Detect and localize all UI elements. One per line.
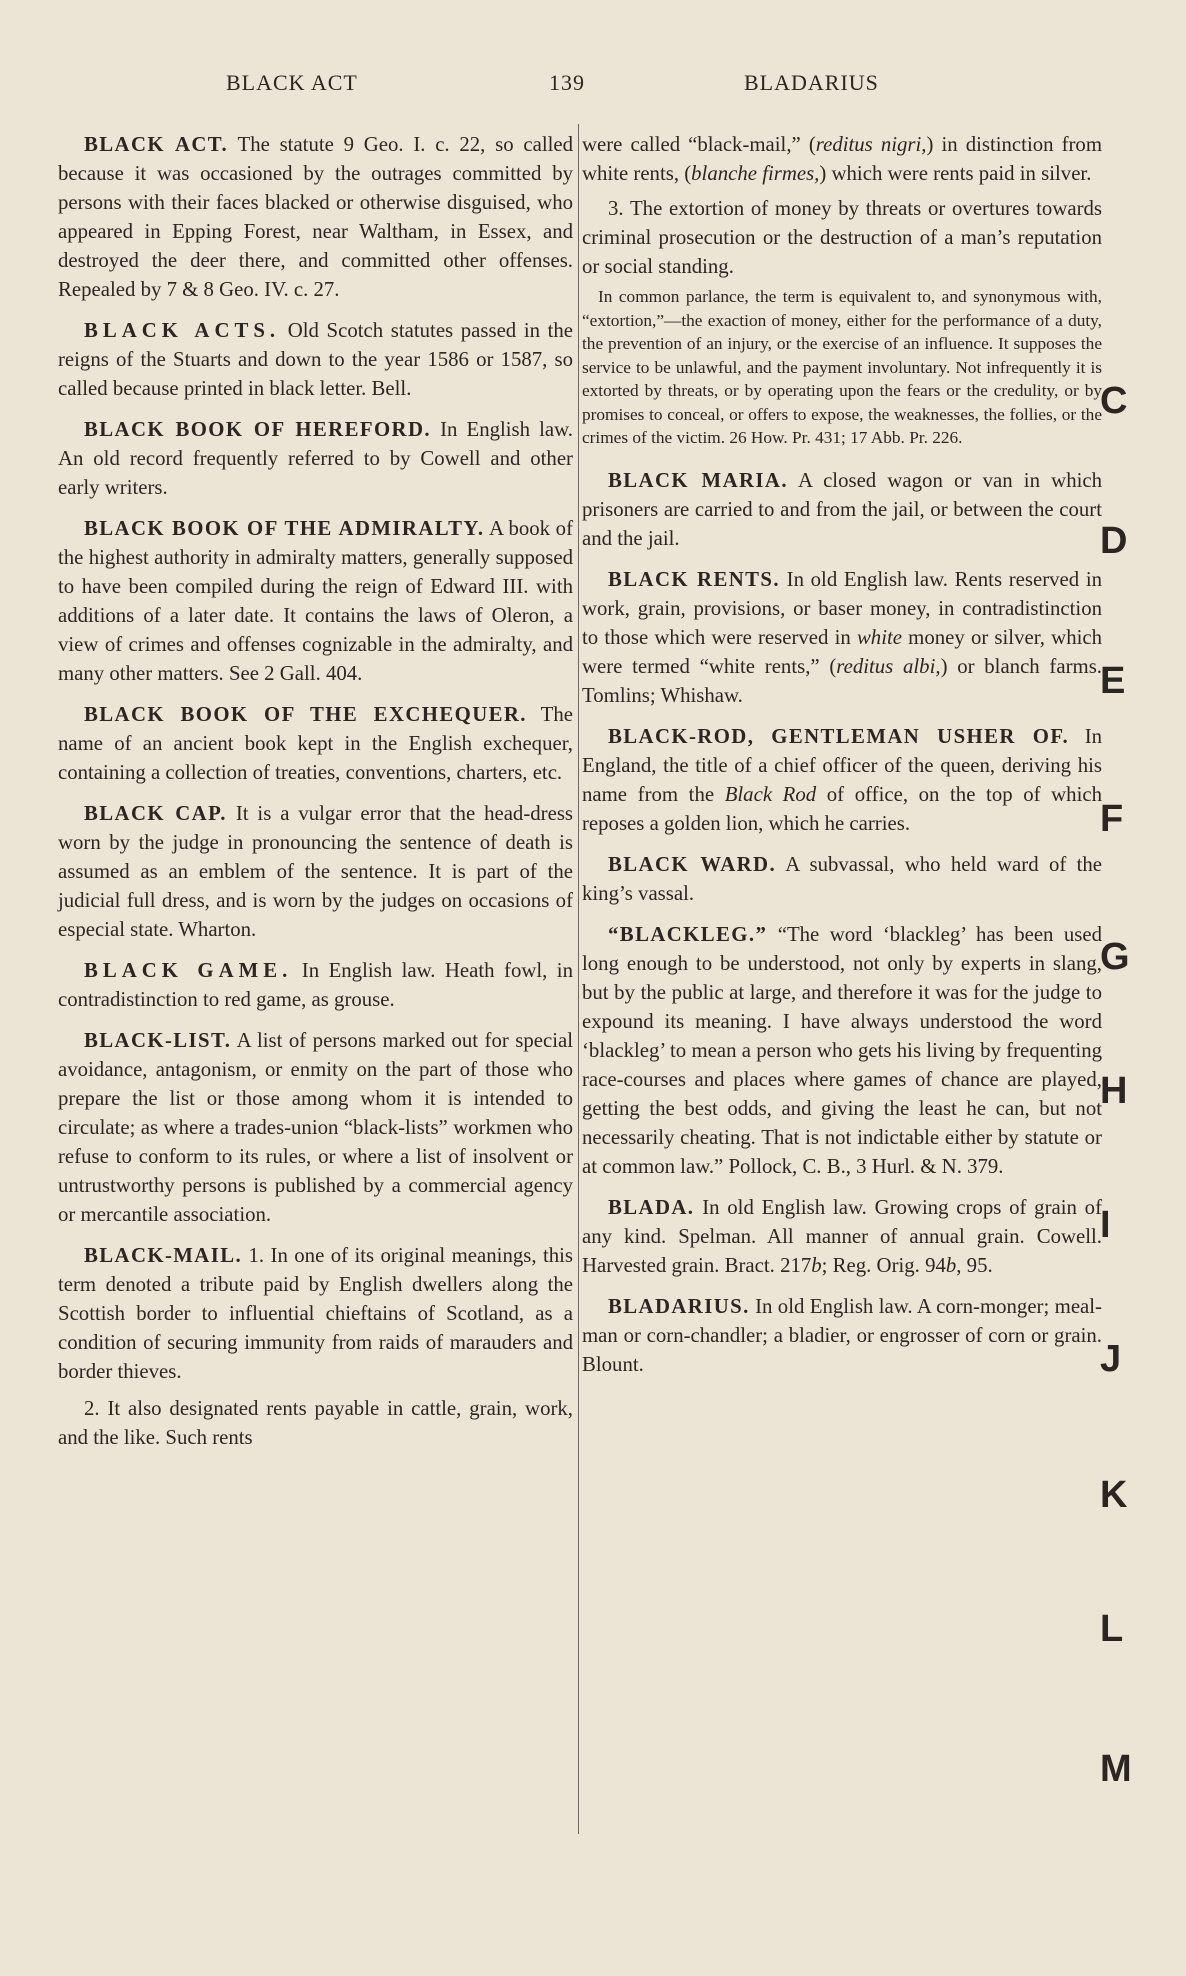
thumb-index-e: E [1100, 660, 1126, 702]
right-column [582, 130, 1102, 1391]
headword: “BLACKLEG.” [608, 922, 768, 946]
italic-term: reditus nigri, [815, 133, 927, 156]
entry-black-book-hereford [58, 415, 573, 502]
definition: The statute 9 Geo. I. c. 22, so called because it was occasioned by the outrages committed by persons with their faces blacked or otherwise disguised, who appeared in Epping Forest, near Waltham, in Essex, and destroyed the deer there, and committed other offenses. Repealed by 7 & 8 Geo. IV. c. 27. [58, 133, 573, 301]
thumb-index-c: C [1100, 380, 1128, 422]
italic-term: blanche firmes, [691, 162, 820, 185]
headword: BLACK ACTS. [84, 319, 281, 342]
definition: A closed wagon or van in which prisoners are carried to and from the jail, or between the court and the jail. [582, 468, 1102, 550]
definition: In English law. Heath fowl, in contradistinction to red game, as grouse. [58, 959, 573, 1011]
thumb-index-i: I [1100, 1204, 1111, 1246]
text: ) in distinction from white rents, ( [582, 133, 1103, 185]
thumb-index-h: H [1100, 1070, 1128, 1112]
running-head-left: BLACK ACT [226, 70, 358, 95]
headword: BLADA. [608, 1195, 695, 1219]
entry-black-ward [582, 850, 1102, 908]
entry-black-mail-point-2 [58, 1394, 573, 1452]
headword: BLACK-LIST. [84, 1029, 232, 1052]
definition: In old English law. Rents reserved in work, grain, provisions, or baser money, in contradistinction to those which were reserved in [582, 567, 1102, 649]
definition: Old Scotch statutes passed in the reigns of the Stuarts and down to the year 1586 or 1587, so called because printed in black letter. Bell. [58, 319, 574, 400]
column-rule [578, 124, 579, 1834]
text: were called “black-mail,” ( [582, 133, 816, 156]
left-column [58, 130, 573, 1460]
entry-black-rod [582, 722, 1102, 838]
definition: A list of persons marked out for special avoidance, antagonism, or enmity on the part of those who prepare the list or those among whom it is intended to circulate; as where a trades-union “black-lists” workmen who refuse to conform to its rules, or where a list of insolvent or untrustworthy persons is published by a commercial agency or mercantile association. [58, 1029, 573, 1226]
entry-black-mail [58, 1241, 573, 1386]
black-mail-point-3 [582, 194, 1102, 281]
entry-blada [582, 1193, 1102, 1280]
entry-blackleg [582, 920, 1102, 1181]
italic-term: white [856, 625, 902, 649]
headword: BLACK GAME. [84, 959, 293, 982]
entry-black-game [58, 956, 573, 1014]
entry-black-rents [582, 565, 1102, 710]
italic-term: b [945, 1253, 957, 1277]
italic-term: reditus albi, [836, 654, 941, 678]
definition: A subvassal, who held ward of the king’s vassal. [582, 852, 1103, 905]
entry-black-book-exchequer [58, 700, 573, 787]
definition: It is a vulgar error that the head-dress worn by the judge in pronouncing the sentence of death is assumed as an emblem of the sentence. It is part of the judicial full dress, and is worn by the judges on occasions of especial state. Wharton. [58, 802, 573, 941]
headword: BLACK MARIA. [608, 468, 788, 492]
entry-black-maria [582, 466, 1102, 553]
headword: BLACK BOOK OF THE EXCHEQUER. [84, 703, 527, 726]
definition: A book of the highest authority in admiralty matters, generally supposed to have been compiled during the reign of Edward III. with additions of a later date. It contains the laws of Oleron, a view of crimes and offenses cognizable in the admiralty, and many other matters. See 2 Gall. 404. [58, 517, 573, 685]
headword: BLACK WARD. [608, 852, 777, 876]
definition: ) or blanch farms. Tomlins; Whishaw. [582, 654, 1102, 707]
thumb-index-f: F [1100, 798, 1124, 840]
note-text: In common parlance, the term is equivalent to, and synonymous with, “extortion,”—the exaction of money, either for the performance of a duty, the prevention of an injury, or the exercise of an influence. It supposes the service to be unlawful, and the payment involuntary. Not infrequently it is extorted by threats, or by operating upon the fears or the credulity, or by promises to conceal, or offers to expose, the weaknesses, the follies, or the crimes of the victim. 26 How. Pr. 431; 17 Abb. Pr. 226. [582, 287, 1102, 447]
headword: BLACK CAP. [84, 802, 227, 825]
thumb-index-k: K [1100, 1474, 1128, 1516]
italic-term: b [811, 1253, 822, 1277]
thumb-index-j: J [1100, 1338, 1122, 1380]
thumb-index-l: L [1100, 1608, 1124, 1650]
definition: The name of an ancient book kept in the English exchequer, containing a collection of treaties, conventions, charters, etc. [58, 703, 574, 784]
entry-bladarius [582, 1292, 1102, 1379]
definition: 3. The extortion of money by threats or overtures towards criminal prosecution or the destruction of a man’s reputation or social standing. [582, 197, 1102, 278]
definition: , 95. [956, 1253, 993, 1277]
definition: 2. It also designated rents payable in cattle, grain, work, and the like. Such rents [58, 1397, 573, 1449]
definition: In English law. An old record frequently referred to by Cowell and other early writers. [58, 418, 573, 499]
headword: BLADARIUS. [608, 1294, 750, 1318]
black-mail-note [582, 285, 1102, 450]
thumb-index-g: G [1100, 936, 1130, 978]
headword: BLACK BOOK OF HEREFORD. [84, 418, 431, 441]
headword: BLACK ACT. [84, 133, 229, 156]
text: ) which were rents paid in silver. [819, 162, 1092, 185]
entry-black-book-admiralty [58, 514, 573, 688]
entry-black-list [58, 1026, 573, 1229]
entry-black-cap [58, 799, 573, 944]
headword: BLACK RENTS. [608, 567, 780, 591]
thumb-index-d: D [1100, 520, 1128, 562]
black-mail-continuation [582, 130, 1102, 188]
definition: money or silver, which were termed “white rents,” ( [582, 625, 1102, 678]
entry-black-act [58, 130, 573, 304]
page-number: 139 [549, 70, 585, 95]
italic-term: Black Rod [724, 782, 817, 806]
definition: “The word ‘blackleg’ has been used long enough to be understood, not only by experts in slang, but by the public at large, and therefore it was for the judge to expound its meaning. I have always understood the word ‘blackleg’ to mean a person who gets his living by frequenting race-courses and places where games of chance are played, getting the best odds, and giving the least he can, but not necessarily cheating. That is not indictable either by statute or at common law.” Pollock, C. B., 3 Hurl. & N. 379. [582, 922, 1103, 1178]
entry-black-acts [58, 316, 573, 403]
definition: of office, on the top of which reposes a golden lion, which he carries. [582, 782, 1102, 835]
headword: BLACK BOOK OF THE ADMIRALTY. [84, 517, 485, 540]
definition: ; Reg. Orig. 94 [821, 1253, 946, 1277]
running-head-right: BLADARIUS [744, 70, 879, 95]
headword: BLACK-MAIL. [84, 1244, 243, 1267]
definition: In England, the title of a chief officer of the queen, deriving his name from the [582, 724, 1103, 806]
definition: 1. In one of its original meanings, this term denoted a tribute paid by English dwellers along the Scottish border to influential chieftains of Scotland, as a condition of securing immunity from raids of marauders and border thieves. [58, 1244, 573, 1383]
headword: BLACK-ROD, GENTLEMAN USHER OF. [608, 724, 1070, 748]
definition: In old English law. A corn-monger; meal-man or corn-chandler; a bladier, or engrosser of corn or grain. Blount. [582, 1294, 1102, 1376]
thumb-index-m: M [1100, 1748, 1132, 1790]
definition: In old English law. Growing crops of grain of any kind. Spelman. All manner of annual grain. Cowell. Harvested grain. Bract. 217 [582, 1195, 1103, 1277]
